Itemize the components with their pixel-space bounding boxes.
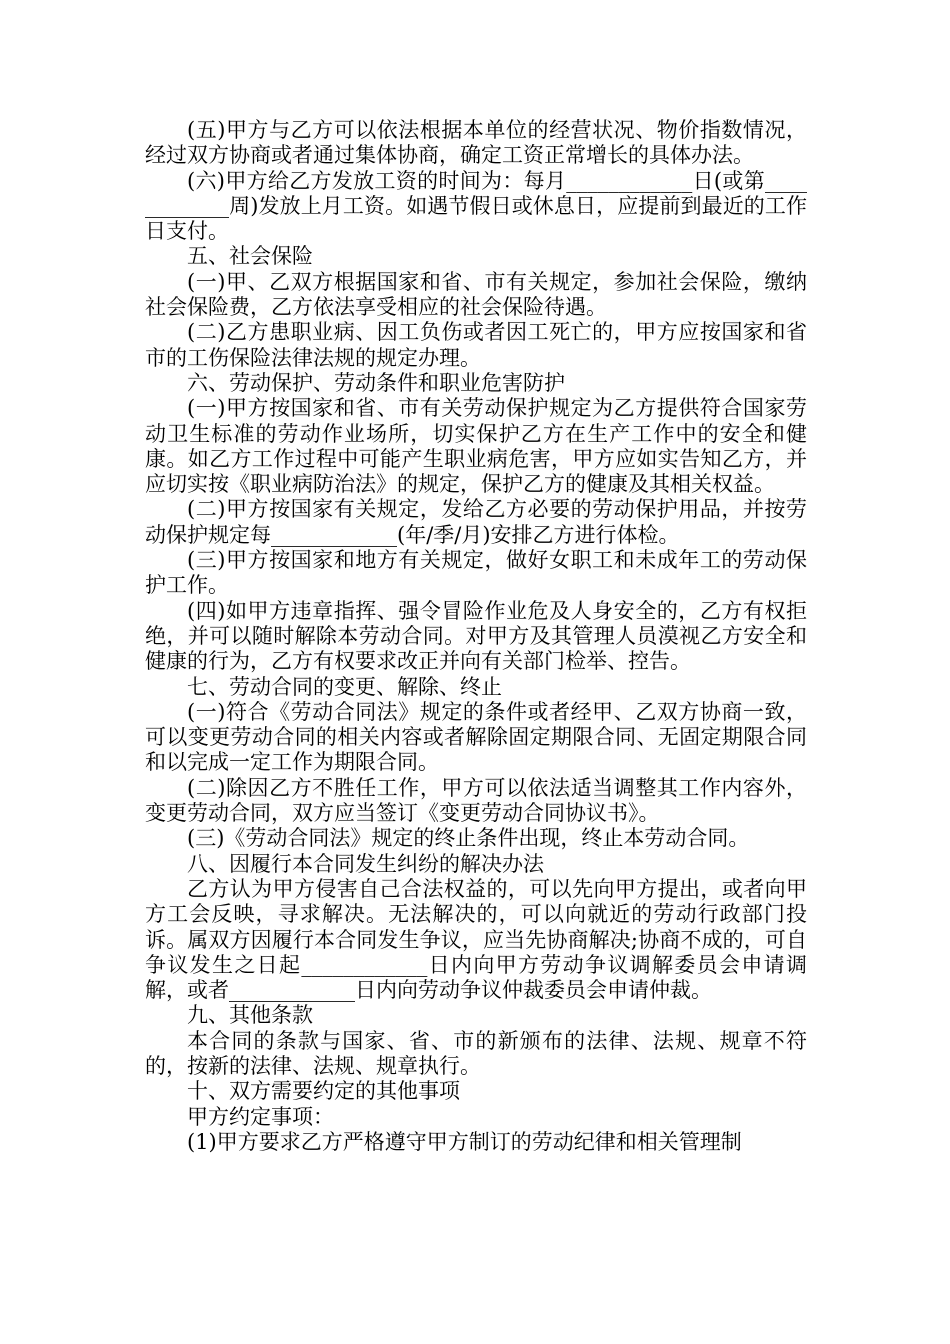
section-heading-7: 七、劳动合同的变更、解除、终止	[187, 674, 502, 699]
section-heading-5: 五、社会保险	[187, 244, 313, 269]
section-heading-10: 十、双方需要约定的其他事项	[187, 1079, 460, 1104]
paragraph-9-1: 乙方认为甲方侵害自己合法权益的，可以先向甲方提出，或者向甲方工会反映，寻求解决。无法解决的，可以向就近的劳动行政部门投诉。属双方因履行本合同发生争议，应当先协商解决;协商不成的，可自争议发生之日起____________日内向甲方劳动争议调解委员会申请调解，或者____________日内向劳动争议仲裁委员会申请仲裁。	[145, 876, 807, 1003]
paragraph-11-intro: 甲方约定事项：	[187, 1104, 334, 1129]
paragraph-10-1: 本合同的条款与国家、省、市的新颁布的法律、法规、规章不符的，按新的法律、法规、规章执行。	[145, 1028, 807, 1078]
paragraph-7-3: (三)甲方按国家和地方有关规定，做好女职工和未成年工的劳动保护工作。	[145, 548, 807, 598]
paragraph-6-2: (二)乙方患职业病、因工负伤或者因工死亡的，甲方应按国家和省市的工伤保险法律法规的规定办理。	[145, 320, 807, 370]
paragraph-11-1: (1)甲方要求乙方严格遵守甲方制订的劳动纪律和相关管理制	[187, 1129, 742, 1154]
section-heading-8: 八、因履行本合同发生纠纷的解决办法	[187, 851, 544, 876]
document-body	[145, 118, 807, 1155]
paragraph-8-1: (一)符合《劳动合同法》规定的条件或者经甲、乙双方协商一致，可以变更劳动合同的相关内容或者解除固定期限合同、无固定期限合同和以完成一定工作为期限合同。	[145, 699, 807, 775]
paragraph-6-1: (一)甲、乙双方根据国家和省、市有关规定，参加社会保险，缴纳社会保险费，乙方依法享受相应的社会保险待遇。	[145, 269, 807, 320]
paragraph-8-3: (三)《劳动合同法》规定的终止条件出现，终止本劳动合同。	[187, 826, 750, 851]
paragraph-5-6: (六)甲方给乙方发放工资的时间为：每月____________日(或第____________周)发放上月工资。如遇节假日或休息日，应提前到最近的工作日支付。	[145, 168, 807, 244]
paragraph-7-4: (四)如甲方违章指挥、强令冒险作业危及人身安全的，乙方有权拒绝，并可以随时解除本劳动合同。对甲方及其管理人员漠视乙方安全和健康的行为，乙方有权要求改正并向有关部门检举、控告。	[145, 598, 807, 674]
section-heading-9: 九、其他条款	[187, 1003, 313, 1028]
paragraph-7-2: (二)甲方按国家有关规定，发给乙方必要的劳动保护用品，并按劳动保护规定每____________(年/季/月)安排乙方进行体检。	[145, 497, 807, 547]
paragraph-7-1: (一)甲方按国家和省、市有关劳动保护规定为乙方提供符合国家劳动卫生标准的劳动作业场所，切实保护乙方在生产工作中的安全和健康。如乙方工作过程中可能产生职业病危害，甲方应如实告知乙方，并应切实按《职业病防治法》的规定，保护乙方的健康及其相关权益。	[145, 396, 807, 497]
paragraph-5-5: (五)甲方与乙方可以依法根据本单位的经营状况、物价指数情况，经过双方协商或者通过集体协商，确定工资正常增长的具体办法。	[145, 118, 807, 168]
paragraph-8-2: (二)除因乙方不胜任工作，甲方可以依法适当调整其工作内容外，变更劳动合同，双方应当签订《变更劳动合同协议书》。	[145, 775, 807, 826]
section-heading-6: 六、劳动保护、劳动条件和职业危害防护	[187, 370, 565, 395]
